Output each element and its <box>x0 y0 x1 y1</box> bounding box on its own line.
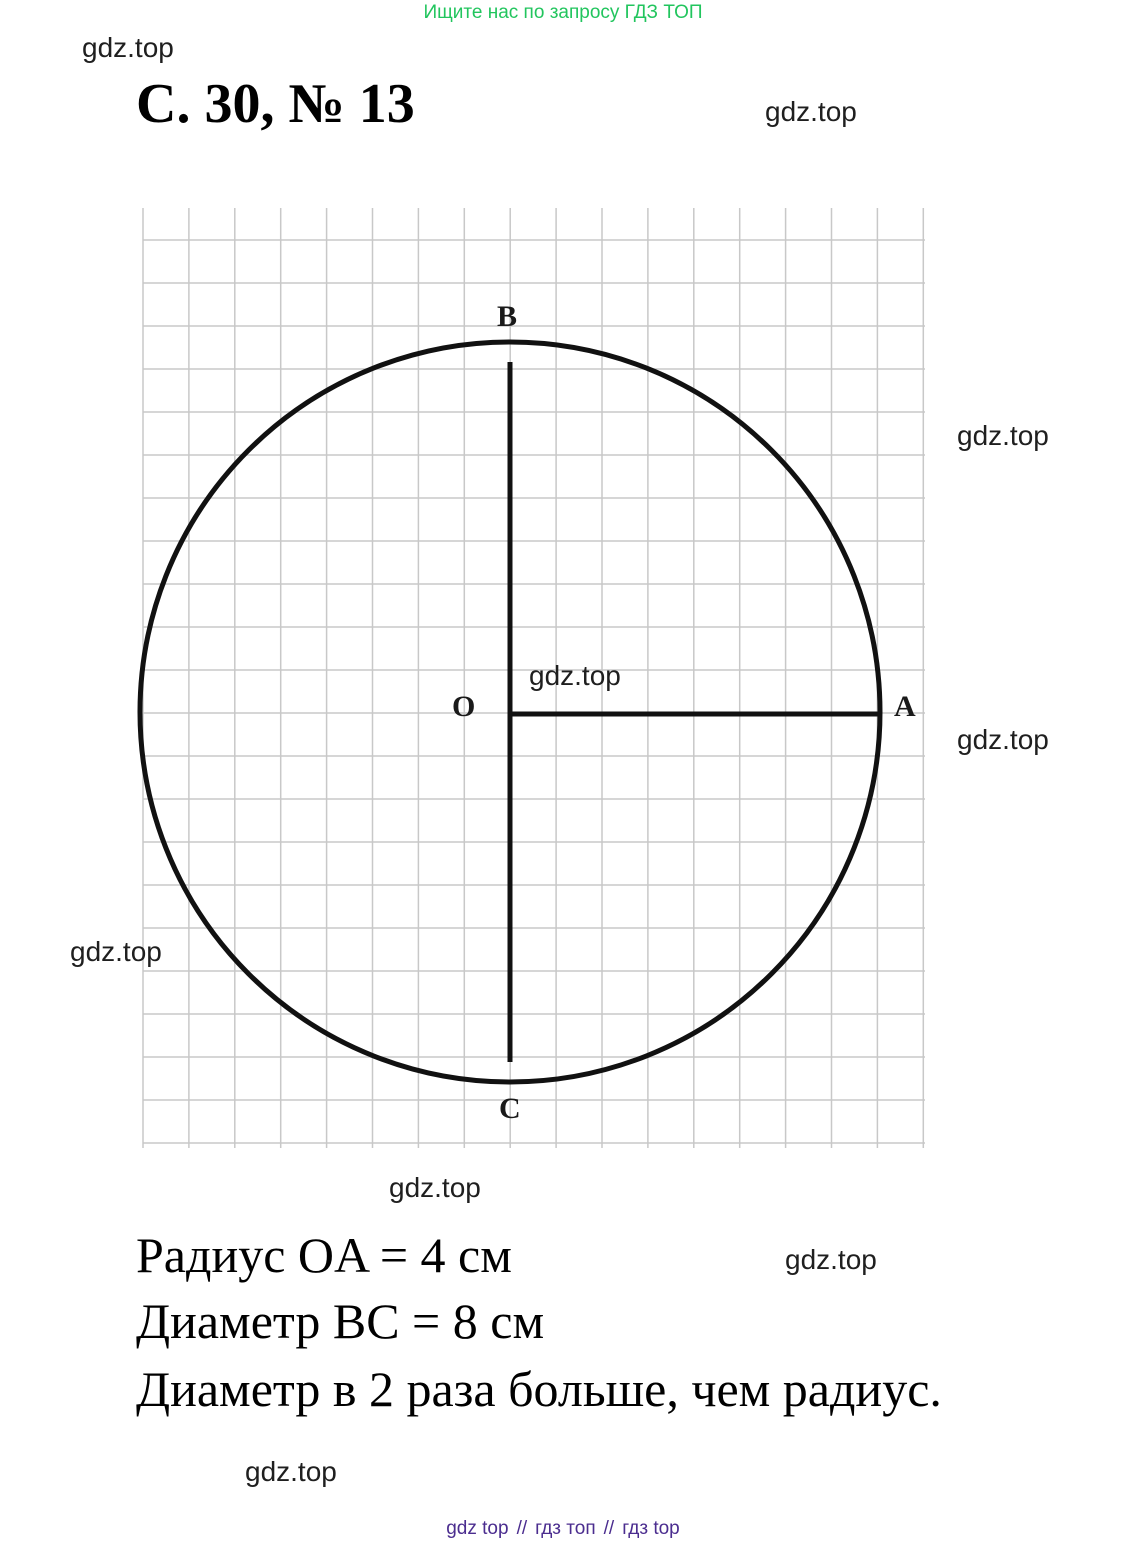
watermark: gdz.top <box>957 724 1049 755</box>
point-c-label: C <box>499 1092 521 1125</box>
footer-links <box>0 1518 1126 1540</box>
point-o-label: O <box>452 690 476 723</box>
footer-link[interactable]: гдз топ <box>535 1518 596 1539</box>
watermark: gdz.top <box>765 96 857 127</box>
watermark: gdz.top <box>245 1456 337 1487</box>
watermark: gdz.top <box>389 1172 481 1203</box>
search-banner: Ищите нас по запросу ГДЗ ТОП <box>423 2 703 23</box>
footer-separator: // <box>516 1518 528 1539</box>
answer-conclusion: Диаметр в 2 раза больше, чем радиус. <box>136 1361 942 1417</box>
page-title: С. 30, № 13 <box>136 73 415 135</box>
watermark: gdz.top <box>957 420 1049 451</box>
watermark: gdz.top <box>70 936 162 967</box>
point-a-label: A <box>894 690 916 723</box>
answer-diameter: Диаметр BC = 8 см <box>136 1293 545 1349</box>
point-b-label: B <box>497 300 518 333</box>
footer-link[interactable]: гдз top <box>622 1518 680 1539</box>
footer-separator: // <box>603 1518 615 1539</box>
answer-radius: Радиус OA = 4 см <box>136 1227 512 1283</box>
watermark: gdz.top <box>529 660 621 691</box>
watermark: gdz.top <box>785 1244 877 1275</box>
footer-link[interactable]: gdz top <box>446 1518 509 1539</box>
watermark: gdz.top <box>82 32 174 63</box>
